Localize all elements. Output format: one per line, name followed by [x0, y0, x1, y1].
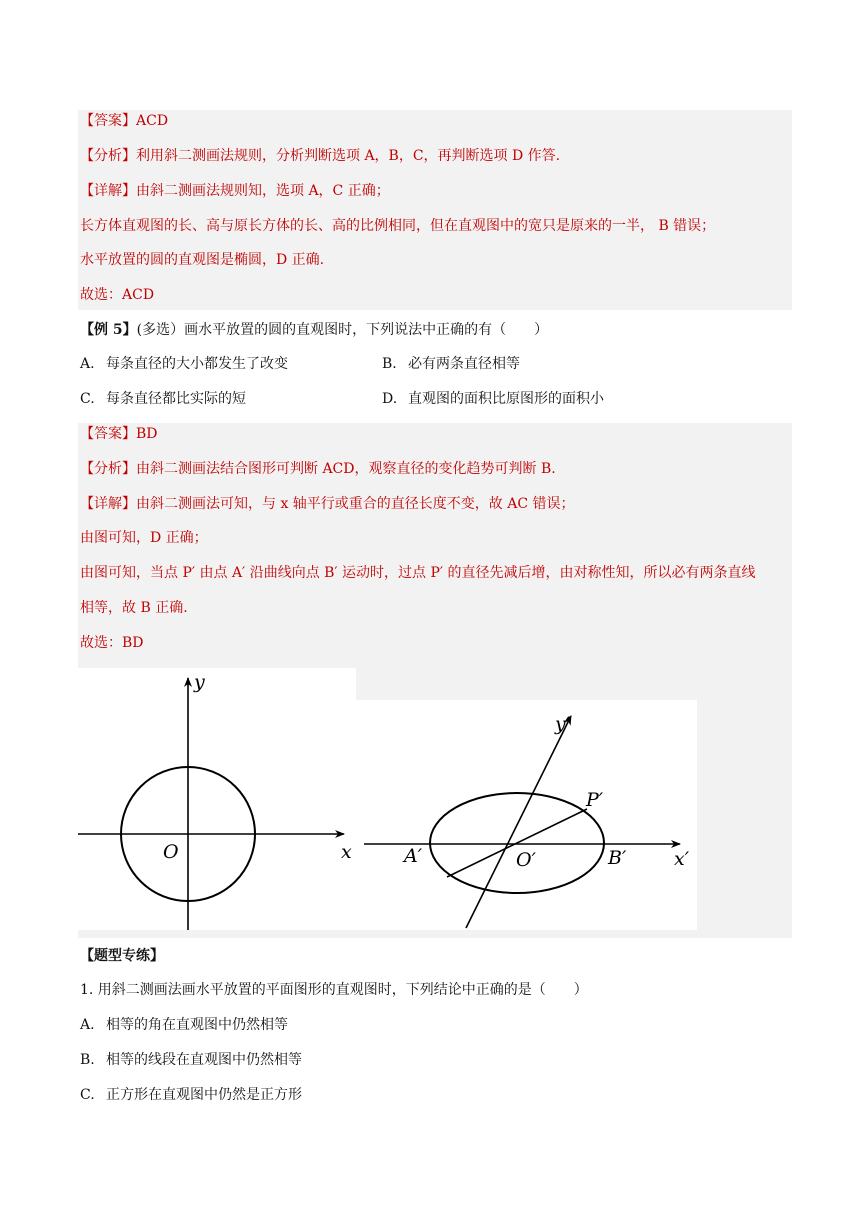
left-y-label: y	[194, 671, 205, 693]
answer-2-detail: 【详解】由斜二测画法可知，与 x 轴平行或重合的直径长度不变，故 AC 错误；	[80, 496, 575, 512]
answer-2-analysis: 【分析】由斜二测画法结合图形可判断 ACD，观察直径的变化趋势可判断 B.	[80, 461, 556, 477]
answer-2-line4: 由图可知，D 正确；	[80, 530, 208, 546]
right-y-label: y′	[555, 713, 571, 735]
answer-1-conclusion: 故选：ACD	[80, 287, 155, 303]
right-origin-label: O′	[516, 849, 536, 871]
practice-heading: 【题型专练】	[80, 948, 164, 964]
example-5-label: 【例 5】	[80, 322, 137, 338]
point-b-label: B′	[608, 847, 627, 869]
point-p-label: P′	[586, 789, 604, 811]
practice-option-c: C. 正方形在直观图中仍然是正方形	[80, 1087, 302, 1103]
answer-1-line5: 水平放置的圆的直观图是椭圆，D 正确.	[80, 252, 325, 268]
practice-option-a: A. 相等的角在直观图中仍然相等	[80, 1017, 288, 1033]
left-origin-label: O	[163, 841, 179, 863]
answer-2-line6: 相等，故 B 正确.	[80, 600, 188, 616]
answer-1-answer: 【答案】ACD	[80, 113, 169, 129]
example-5-option-d: D. 直观图的面积比原图形的面积小	[382, 391, 604, 407]
answer-1-detail: 【详解】由斜二测画法规则知，选项 A，C 正确；	[80, 183, 390, 199]
right-x-label: x′	[674, 848, 690, 870]
practice-option-b: B. 相等的线段在直观图中仍然相等	[80, 1052, 302, 1068]
example-5-text: (多选）画水平放置的圆的直观图时，下列说法中正确的有（ ）	[136, 322, 549, 338]
example-5-option-c: C. 每条直径都比实际的短	[80, 391, 246, 407]
right-y-axis	[466, 716, 571, 928]
answer-2-line5: 由图可知，当点 P′ 由点 A′ 沿曲线向点 B′ 运动时，过点 P′ 的直径先减后增，由对称性知，所以必有两条直线	[80, 565, 756, 581]
example-5-option-b: B. 必有两条直径相等	[382, 356, 520, 372]
answer-2-conclusion: 故选：BD	[80, 635, 144, 651]
example-5-option-a: A. 每条直径的大小都发生了改变	[80, 356, 288, 372]
answer-2-answer: 【答案】BD	[80, 426, 158, 442]
practice-question-1: 1. 用斜二测画法画水平放置的平面图形的直观图时，下列结论中正确的是（ ）	[80, 982, 588, 998]
point-a-label: A′	[404, 845, 423, 867]
answer-1-analysis: 【分析】利用斜二测画法规则，分析判断选项 A，B，C，再判断选项 D 作答.	[80, 148, 561, 164]
answer-1-line4: 长方体直观图的长、高与原长方体的长、高的比例相同，但在直观图中的宽只是原来的一半， B 错误；	[80, 218, 716, 234]
left-x-label: x	[341, 841, 352, 863]
